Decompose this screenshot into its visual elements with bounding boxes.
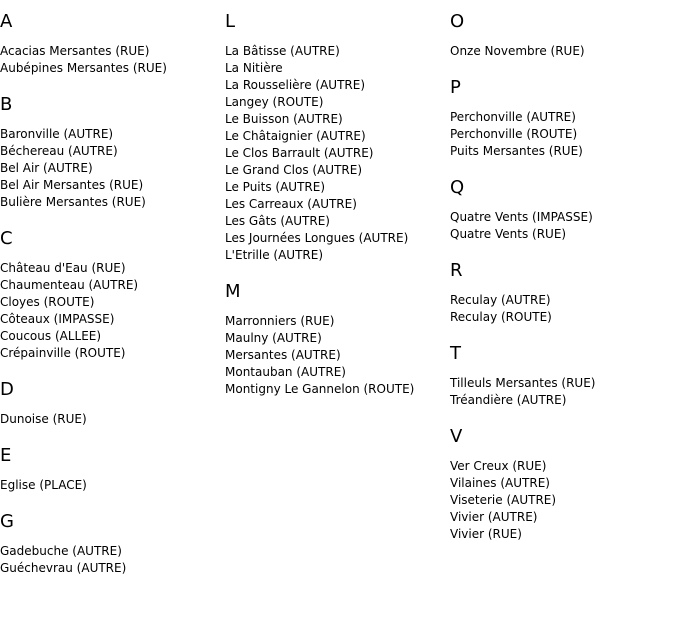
street-list — [450, 375, 675, 409]
street-link[interactable]: Marronniers (RUE) — [225, 314, 335, 328]
street-link[interactable]: Bulière Mersantes (RUE) — [0, 195, 146, 209]
street-list — [225, 313, 450, 398]
street-link[interactable]: Bel Air (AUTRE) — [0, 161, 93, 175]
section-letter: P — [450, 77, 461, 98]
street-list — [0, 543, 225, 577]
index-column — [0, 0, 225, 577]
street-link[interactable]: Reculay (AUTRE) — [450, 293, 551, 307]
street-link[interactable]: Le Puits (AUTRE) — [225, 180, 326, 194]
street-link[interactable]: Puits Mersantes (RUE) — [450, 144, 583, 158]
letter-section — [0, 511, 225, 577]
letter-section — [450, 426, 675, 543]
street-link[interactable]: Acacias Mersantes (RUE) — [0, 44, 150, 58]
section-letter: A — [0, 11, 13, 32]
letter-section — [450, 343, 675, 409]
letter-section — [450, 260, 675, 326]
index-column — [450, 0, 675, 543]
letter-section — [0, 379, 225, 428]
street-link[interactable]: Onze Novembre (RUE) — [450, 44, 585, 58]
street-link[interactable]: Crépainville (ROUTE) — [0, 346, 126, 360]
street-link[interactable]: Chaumenteau (AUTRE) — [0, 278, 139, 292]
letter-section — [225, 281, 450, 398]
street-link[interactable]: Reculay (ROUTE) — [450, 310, 552, 324]
street-link[interactable]: Montigny Le Gannelon (ROUTE) — [225, 382, 415, 396]
street-link[interactable]: Quatre Vents (RUE) — [450, 227, 567, 241]
street-link[interactable]: Montauban (AUTRE) — [225, 365, 346, 379]
street-link[interactable]: Mersantes (AUTRE) — [225, 348, 341, 362]
index-column — [225, 0, 450, 398]
street-list — [450, 458, 675, 543]
street-list — [450, 292, 675, 326]
street-list — [0, 477, 225, 494]
section-letter: B — [0, 94, 13, 115]
street-list — [0, 260, 225, 362]
section-letter: C — [0, 228, 13, 249]
street-link[interactable]: Baronville (AUTRE) — [0, 127, 114, 141]
street-link[interactable]: Gadebuche (AUTRE) — [0, 544, 122, 558]
letter-section — [0, 228, 225, 362]
section-letter: L — [225, 11, 236, 32]
section-letter: G — [0, 511, 14, 532]
street-link[interactable]: Vivier (AUTRE) — [450, 510, 538, 524]
street-link[interactable]: Coucous (ALLEE) — [0, 329, 102, 343]
letter-section — [0, 11, 225, 77]
street-link[interactable]: Maulny (AUTRE) — [225, 331, 322, 345]
street-link[interactable]: Les Gâts (AUTRE) — [225, 214, 330, 228]
street-link[interactable]: Bel Air Mersantes (RUE) — [0, 178, 144, 192]
street-link[interactable]: Château d'Eau (RUE) — [0, 261, 126, 275]
street-list — [225, 43, 450, 264]
letter-section — [450, 11, 675, 60]
street-link[interactable]: Côteaux (IMPASSE) — [0, 312, 115, 326]
letter-section — [225, 11, 450, 264]
street-link[interactable]: Viseterie (AUTRE) — [450, 493, 557, 507]
street-list — [0, 43, 225, 77]
section-letter: V — [450, 426, 463, 447]
letter-section — [450, 77, 675, 160]
street-link[interactable]: Perchonville (ROUTE) — [450, 127, 578, 141]
street-link[interactable]: Tilleuls Mersantes (RUE) — [450, 376, 596, 390]
street-list — [450, 109, 675, 160]
street-link[interactable]: Le Buisson (AUTRE) — [225, 112, 343, 126]
street-link[interactable]: Vivier (RUE) — [450, 527, 522, 541]
street-link[interactable]: Quatre Vents (IMPASSE) — [450, 210, 593, 224]
street-list — [0, 126, 225, 211]
section-letter: M — [225, 281, 241, 302]
street-link[interactable]: La Rousselière (AUTRE) — [225, 78, 366, 92]
street-link[interactable]: Béchereau (AUTRE) — [0, 144, 118, 158]
street-list — [450, 209, 675, 243]
street-link[interactable]: Le Châtaignier (AUTRE) — [225, 129, 366, 143]
street-link[interactable]: Dunoise (RUE) — [0, 412, 87, 426]
street-list — [0, 411, 225, 428]
section-letter: O — [450, 11, 465, 32]
street-link[interactable]: Aubépines Mersantes (RUE) — [0, 61, 167, 75]
section-letter: T — [450, 343, 461, 364]
street-link[interactable]: Tréandière (AUTRE) — [450, 393, 567, 407]
street-link[interactable]: La Nitière — [225, 61, 283, 75]
street-link[interactable]: Le Clos Barrault (AUTRE) — [225, 146, 374, 160]
street-link[interactable]: Perchonville (AUTRE) — [450, 110, 576, 124]
street-link[interactable]: L'Etrille (AUTRE) — [225, 248, 324, 262]
street-link[interactable]: La Bâtisse (AUTRE) — [225, 44, 340, 58]
street-link[interactable]: Langey (ROUTE) — [225, 95, 324, 109]
street-link[interactable]: Le Grand Clos (AUTRE) — [225, 163, 363, 177]
street-list — [450, 43, 675, 60]
section-letter: R — [450, 260, 463, 281]
street-link[interactable]: Guéchevrau (AUTRE) — [0, 561, 127, 575]
letter-section — [0, 445, 225, 494]
section-letter: D — [0, 379, 14, 400]
street-link[interactable]: Les Journées Longues (AUTRE) — [225, 231, 409, 245]
street-link[interactable]: Ver Creux (RUE) — [450, 459, 547, 473]
letter-section — [450, 177, 675, 243]
section-letter: E — [0, 445, 12, 466]
street-link[interactable]: Cloyes (ROUTE) — [0, 295, 95, 309]
street-link[interactable]: Vilaines (AUTRE) — [450, 476, 550, 490]
letter-section — [0, 94, 225, 211]
street-link[interactable]: Eglise (PLACE) — [0, 478, 87, 492]
street-link[interactable]: Les Carreaux (AUTRE) — [225, 197, 357, 211]
section-letter: Q — [450, 177, 465, 198]
